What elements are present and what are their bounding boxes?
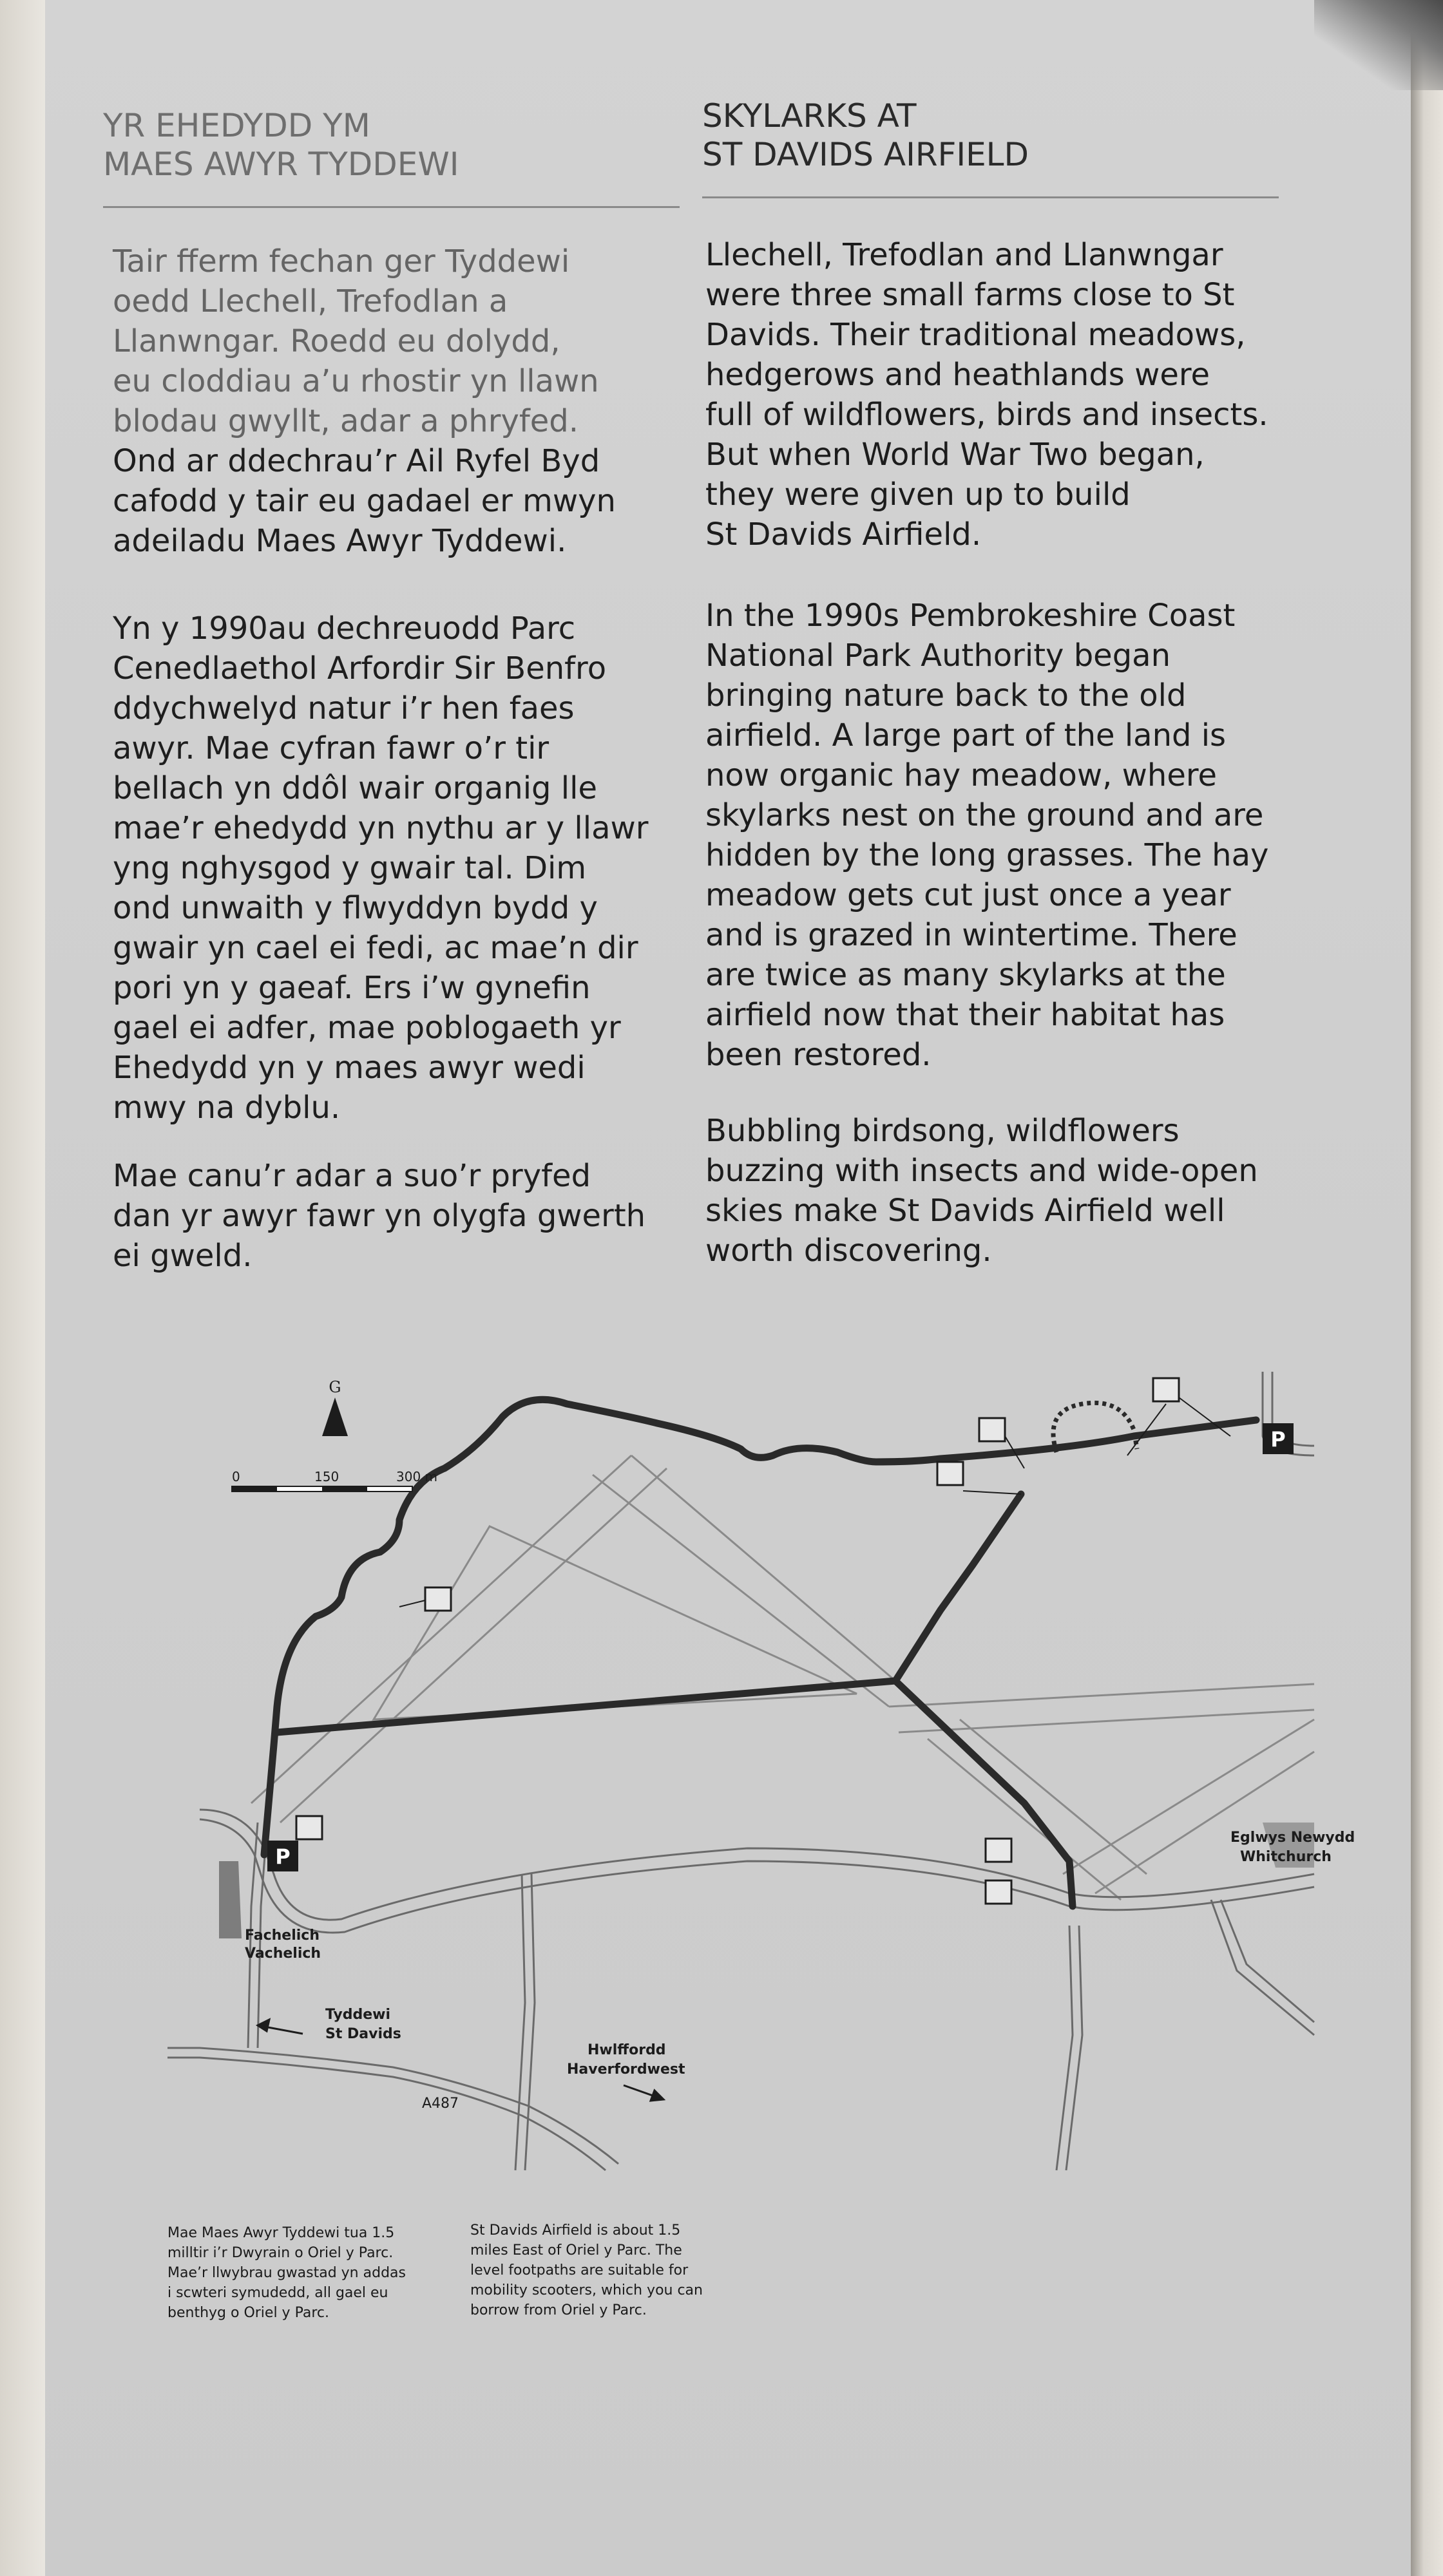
welsh-heading-rule <box>103 206 680 208</box>
road-main-upper <box>200 1810 1314 1920</box>
runway-diagonal-b-edge-1 <box>631 1455 895 1681</box>
english-paragraph-2 <box>705 596 1324 1075</box>
english-paragraph-2-text: In the 1990s Pembrokeshire Coast National Park Authority began bringing nature back to the old airfield. A large part of the land is now organic hay meadow, where skylarks nest on the ground and are hidden by the long grasses. The hay meadow gets cut just once a year and is grazed in wintertime. There are twice as many skylarks at the airfield now that their habitat has been restored. <box>705 598 1269 1073</box>
road-main-lower <box>200 1819 1314 1933</box>
label-eglwys-newydd: Eglwys Newydd <box>1230 1830 1355 1846</box>
label-st-davids: St Davids <box>325 2026 401 2042</box>
parking-label-east: P <box>1270 1427 1286 1452</box>
label-a487: A487 <box>422 2096 459 2112</box>
scale-label-150: 150 <box>314 1469 339 1484</box>
airfield-map <box>167 1359 1355 2170</box>
runway-diagonal-b-edge-2 <box>593 1475 889 1707</box>
village-block <box>219 1861 242 1938</box>
footer-english: St Davids Airfield is about 1.5 miles East of Oriel y Parc. The level footpaths are suitable for mobility scooters, which you can borrow from Oriel y Parc. <box>470 2222 703 2318</box>
footpath-perimeter <box>264 1399 1256 1855</box>
english-paragraph-3-text: Bubbling birdsong, wildflowers buzzing with insects and wide-open skies make St Davids Airfield well worth discovering. <box>705 1113 1258 1269</box>
welsh-paragraph-3-text: Mae canu’r adar a suo’r pryfed dan yr awyr fawr yn olygfa gwerth ei gweld. <box>113 1158 646 1274</box>
welsh-heading-line-1: YR EHEDYDD YM <box>103 107 370 144</box>
wall-right <box>1411 0 1443 2576</box>
welsh-paragraph-2 <box>113 609 680 1128</box>
parking-label-west: P <box>275 1844 291 1869</box>
north-arrow-letter: G <box>329 1378 341 1396</box>
scale-label-0: 0 <box>232 1469 240 1484</box>
runways <box>251 1455 1314 1900</box>
english-heading <box>702 97 1029 174</box>
welsh-paragraph-3 <box>113 1156 680 1276</box>
english-paragraph-1-text: Llechell, Trefodlan and Llanwngar were three small farms close to St Davids. Their traditional meadows, hedgerows and heathlands were full of wildflowers, birds and insects. But when World War Two began, they were given up to build St Davids Airfield. <box>705 237 1268 553</box>
label-vachelich: Vachelich <box>245 1946 321 1962</box>
symbol-leader-lines <box>399 1397 1230 1607</box>
english-heading-line-2: ST DAVIDS AIRFIELD <box>702 136 1029 173</box>
north-arrow-icon <box>322 1378 348 1436</box>
road-se-2 <box>1066 1926 1082 2170</box>
bench-icon-north <box>937 1462 963 1485</box>
wall-left <box>0 0 45 2576</box>
runway-diagonal-a-edge-2 <box>280 1468 667 1823</box>
bench-icon-southeast <box>986 1839 1011 1862</box>
welsh-paragraph-1-part-a: Tair fferm fechan ger Tyddewi oedd Llechell, Trefodlan a Llanwngar. Roedd eu dolydd, eu cloddiau a’u rhostir yn llawn blodau gwyllt, adar a phryfed. <box>113 243 599 439</box>
footpath-northeast-link <box>895 1494 1021 1681</box>
scale-label-300m: 300 m <box>396 1469 438 1484</box>
road-east-2 <box>1221 1900 1314 2022</box>
welsh-paragraph-1-part-b: Ond ar ddechrau’r Ail Ryfel Byd cafodd y tair eu gadael er mwyn adeiladu Maes Awyr Tyddewi. <box>113 443 616 559</box>
road-south-2 <box>525 1874 535 2170</box>
road-south-1 <box>515 1874 525 2170</box>
road-a487-lower <box>167 2058 606 2170</box>
place-labels <box>245 1830 1355 2112</box>
runway-se-edge-1 <box>928 1739 1121 1900</box>
gate-icon-southeast <box>986 1880 1011 1904</box>
footer-welsh: Mae Maes Awyr Tyddewi tua 1.5 milltir i’r Dwyrain o Oriel y Parc. Mae’r llwybrau gwastad yn addas i scwteri symudedd, all gael eu benthyg o Oriel y Parc. <box>167 2225 406 2321</box>
bench-icon-west <box>425 1587 451 1611</box>
gate-icon-north <box>979 1418 1005 1441</box>
direction-arrows <box>258 2020 664 2101</box>
road-east-1 <box>1211 1900 1314 2035</box>
corner-shadow <box>1314 0 1443 90</box>
road-a487-upper <box>167 2048 618 2164</box>
welsh-heading-line-2: MAES AWYR TYDDEWI <box>103 146 459 183</box>
footpath-cross-runway <box>277 1681 895 1732</box>
gate-icon-northeast <box>1153 1378 1179 1401</box>
gate-icon-west <box>296 1816 322 1839</box>
parking-icon-west <box>267 1841 298 1871</box>
label-tyddewi: Tyddewi <box>325 2007 391 2023</box>
runway-east-edge-1 <box>889 1684 1314 1707</box>
welsh-paragraph-2-text: Yn y 1990au dechreuodd Parc Cenedlaethol Arfordir Sir Benfro ddychwelyd natur i’r hen faes awyr. Mae cyfran fawr o’r tir bellach yn ddôl wair organig lle mae’r ehedydd yn nythu ar y llawr yng nghysgod y gwair tal. Dim ond unwaith y flwyddyn bydd y gwair yn cael ei fedi, ac mae’n dir pori yn y gaeaf. Ers i’w gynefin gael ei adfer, mae poblogaeth yr Ehedydd yn y maes awyr wedi mwy na dyblu. <box>113 611 649 1126</box>
label-fachelich: Fachelich <box>245 1927 320 1944</box>
english-paragraph-1 <box>705 235 1324 554</box>
label-hwlffordd: Hwlffordd <box>588 2042 666 2058</box>
welsh-paragraph-1 <box>113 242 680 561</box>
welsh-heading <box>103 106 459 184</box>
parking-icon-east <box>1263 1423 1294 1454</box>
scale-bar <box>232 1469 437 1492</box>
runway-diagonal-a-edge-1 <box>251 1455 631 1803</box>
label-whitchurch: Whitchurch <box>1240 1849 1332 1865</box>
label-haverfordwest: Haverfordwest <box>567 2061 685 2078</box>
english-paragraph-3 <box>705 1111 1324 1271</box>
english-heading-line-1: SKYLARKS AT <box>702 97 917 135</box>
english-heading-rule <box>702 196 1279 198</box>
